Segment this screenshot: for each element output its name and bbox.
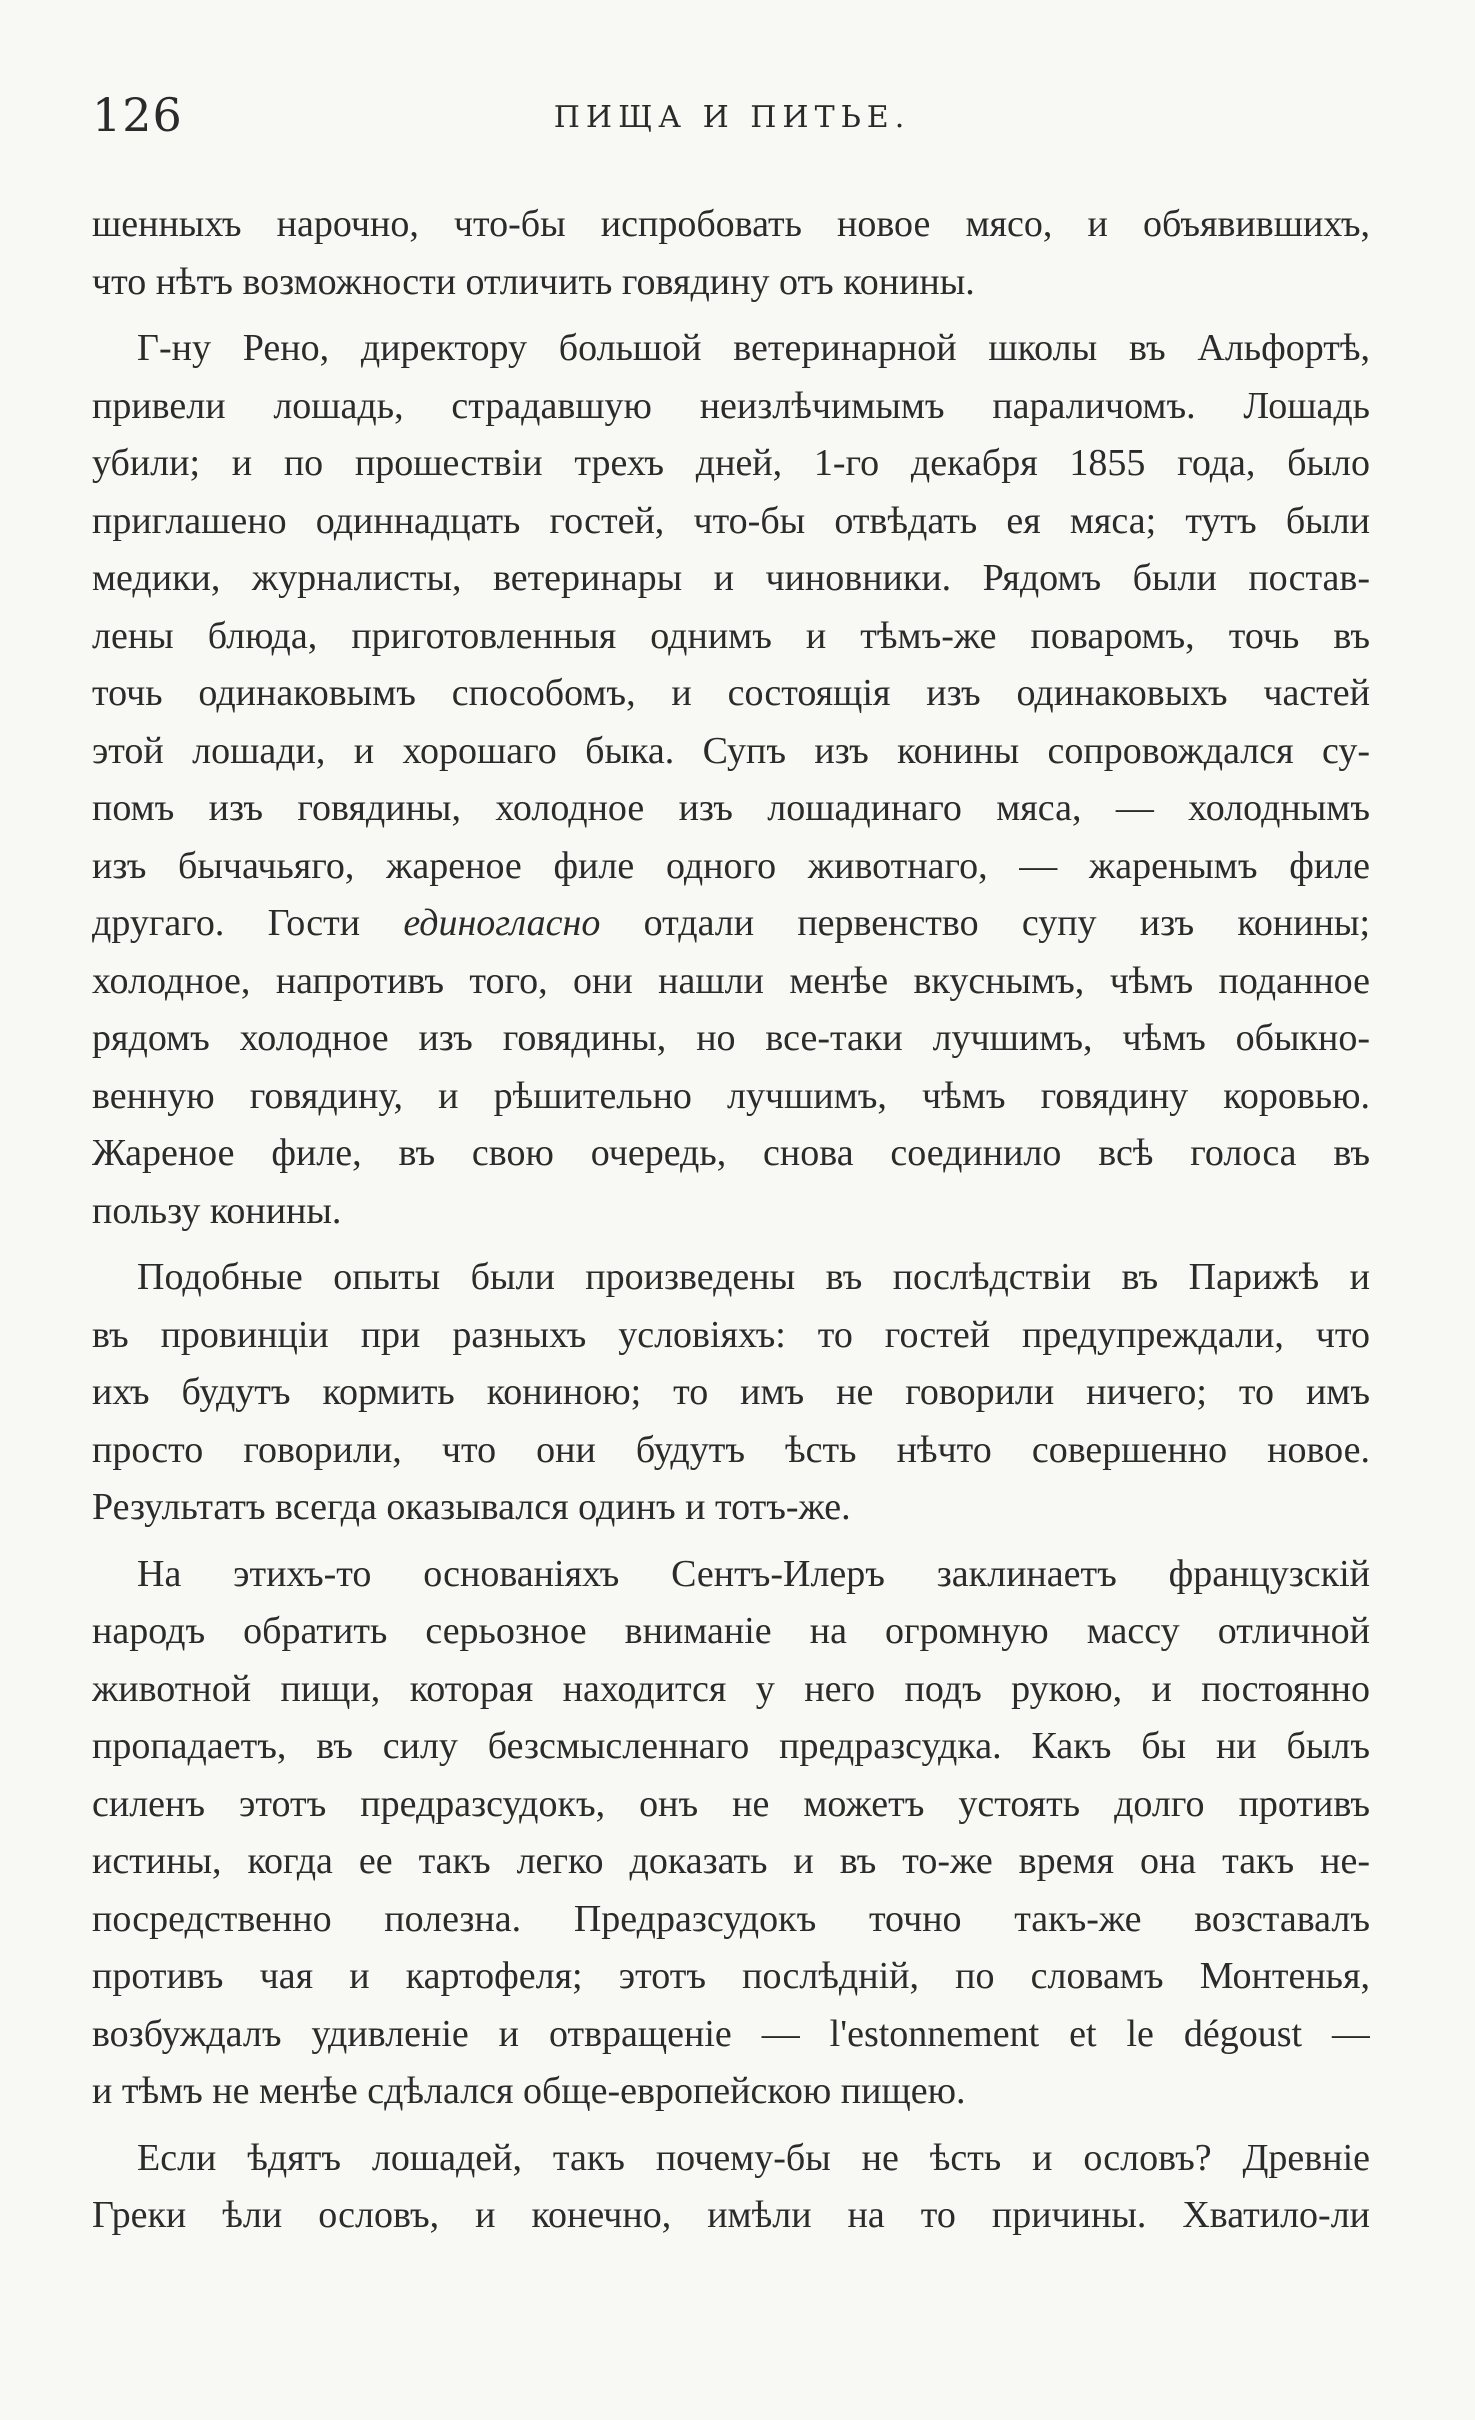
text-line: что нѣтъ возможности отличить говядину отъ конины. (92, 260, 975, 303)
text-line: Г-ну Рено, директору большой ветеринарной школы въ Альфортѣ, (137, 327, 1370, 369)
text-line: и тѣмъ не менѣе сдѣлался обще-европейскою пищею. (92, 2070, 966, 2112)
text-line: привели лошадь, страдавшую неизлѣчимымъ параличомъ. Лошадь (92, 384, 1370, 427)
text-line: животной пищи, которая находится у него подъ рукою, и постоянно (92, 1667, 1370, 1710)
text-line: просто говорили, что они будутъ ѣсть нѣчто совершенно новое. (92, 1428, 1370, 1471)
text-line: лены блюда, приготовленныя однимъ и тѣмъ-же поваромъ, точь въ (92, 614, 1370, 657)
text-line: шенныхъ нарочно, что-бы испробовать новое мясо, и объявившихъ, (92, 203, 1370, 245)
line-start: другаго. Гости (92, 902, 361, 944)
text-line: противъ чая и картофеля; этотъ послѣдній, по словамъ Монтенья, (92, 1955, 1370, 1997)
text-line: убили; и по прошествіи трехъ дней, 1-го декабря 1855 года, было (92, 442, 1370, 484)
running-head (92, 88, 1372, 148)
text-line: Если ѣдятъ лошадей, такъ почему-бы не ѣсть и ословъ? Древніе (137, 2136, 1370, 2179)
paragraph-1 (92, 196, 1370, 311)
paragraph-4 (92, 1546, 1370, 2121)
paragraph-5 (92, 2130, 1370, 2245)
text-line: венную говядину, и рѣшительно лучшимъ, чѣмъ говядину коровью. (92, 1074, 1370, 1117)
text-line: медики, журналисты, ветеринары и чиновники. Рядомъ были постав- (92, 557, 1370, 599)
text-line: этой лошади, и хорошаго быка. Супъ изъ конины сопровождался су- (92, 729, 1370, 772)
text-line: холодное, напротивъ того, они нашли менѣе вкуснымъ, чѣмъ поданное (92, 959, 1370, 1002)
text-line: точь одинаковымъ способомъ, и состоящія изъ одинаковыхъ частей (92, 672, 1370, 714)
text-line: помъ изъ говядины, холодное изъ лошадинаго мяса, — холоднымъ (92, 787, 1370, 829)
text-line: силенъ этотъ предразсудокъ, онъ не можетъ устоять долго противъ (92, 1782, 1370, 1825)
text-line: посредственно полезна. Предразсудокъ точно такъ-же возставалъ (92, 1897, 1370, 1940)
text-line: На этихъ-то основаніяхъ Сентъ-Илеръ заклинаетъ французскій (137, 1552, 1370, 1595)
body-text (92, 196, 1370, 2254)
text-line-with-italic (92, 895, 1370, 953)
text-line: Результатъ всегда оказывался одинъ и тотъ-же. (92, 1486, 851, 1528)
text-line: пропадаетъ, въ силу безсмысленнаго предразсудка. Какъ бы ни былъ (92, 1725, 1370, 1767)
text-line: Жареное филе, въ свою очередь, снова соединило всѣ голоса въ (92, 1132, 1370, 1174)
italic-word: единогласно (403, 902, 601, 944)
text-line: Подобные опыты были произведены въ послѣдствіи въ Парижѣ и (137, 1256, 1370, 1298)
text-line: въ провинціи при разныхъ условіяхъ: то гостей предупреждали, что (92, 1313, 1370, 1356)
text-line: пользу конины. (92, 1189, 342, 1232)
text-line: изъ бычачьяго, жареное филе одного животнаго, — жаренымъ филе (92, 844, 1370, 887)
text-line: рядомъ холодное изъ говядины, но все-таки лучшимъ, чѣмъ обыкно- (92, 1017, 1370, 1059)
text-line: истины, когда ее такъ легко доказать и въ то-же время она такъ не- (92, 1840, 1370, 1882)
text-line: возбуждалъ удивленіе и отвращеніе — l'estonnement et le dégoust — (92, 2012, 1370, 2055)
text-line: приглашено одиннадцать гостей, что-бы отвѣдать ея мяса; тутъ были (92, 499, 1370, 542)
text-line: народъ обратить серьозное вниманіе на огромную массу отличной (92, 1610, 1370, 1652)
paragraph-3 (92, 1249, 1370, 1537)
paragraph-2 (92, 320, 1370, 1240)
line-end: отдали первенство супу изъ конины; (643, 902, 1370, 944)
page-header-title: ПИЩА И ПИТЬЕ. (553, 100, 911, 135)
text-line: ихъ будутъ кормить кониною; то имъ не говорили ничего; то имъ (92, 1371, 1370, 1413)
page-number: 126 (92, 88, 183, 142)
text-line: Греки ѣли ословъ, и конечно, имѣли на то причины. Хватило-ли (92, 2194, 1370, 2236)
